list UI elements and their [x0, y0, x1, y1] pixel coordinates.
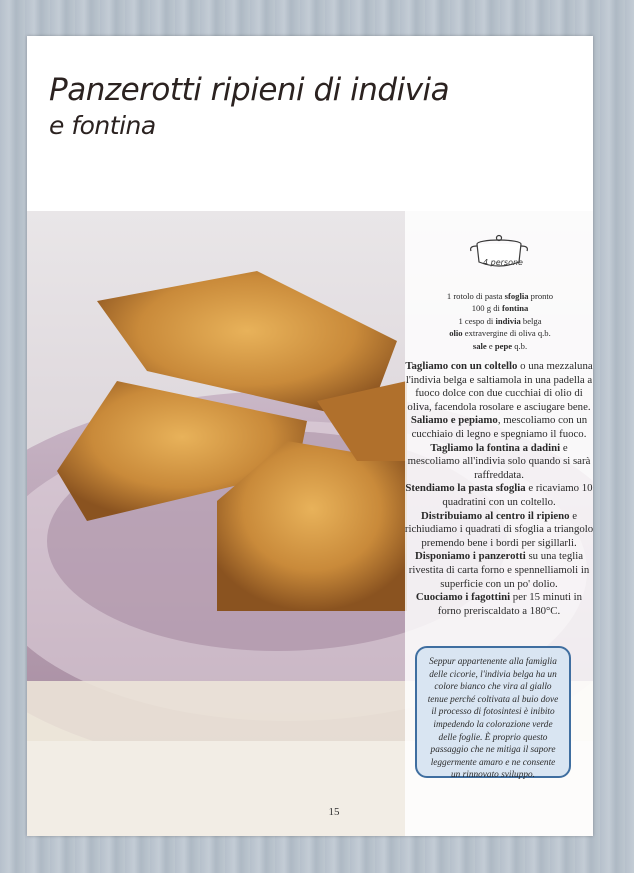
info-note-box: Seppur appartenente alla famiglia delle cicorie, l'indivia belga ha un colore bianco che vira al giallo tenue perché coltivata al buio dove il processo di fotosintesi è inibito impedendo la colorazione verde delle foglie. È proprio questo passaggio che ne mitiga il sapore leggermente amaro e ne consente un rinnovato sviluppo. [415, 646, 571, 778]
ingredient-item: 1 cespo di indivia belga [458, 315, 542, 326]
recipe-title-line1: Panzerotti ripieni di indivia [49, 72, 450, 108]
page-number: 15 [328, 806, 340, 818]
servings-label: 4 persone [483, 258, 523, 267]
recipe-title [49, 70, 489, 142]
ingredient-item: 100 g di fontina [471, 303, 529, 314]
ingredients-list [407, 290, 593, 352]
recipe-title-line2: e fontina [49, 111, 156, 140]
step-paragraph: Tagliamo la fontina a dadini e mescoliamo all'indivia solo quando si sarà raffreddata. [407, 441, 591, 481]
step-paragraph: Tagliamo con un coltello o una mezzaluna l'indivia belga e saltiamola in una padella a fuoco dolce con due cucchiai di olio di oliva, facendola rosolare e asciugare bene. [405, 360, 593, 413]
ingredient-item: olio extravergine di oliva q.b. [449, 328, 551, 339]
ingredient-item: sale e pepe q.b. [472, 340, 528, 351]
magazine-page [27, 36, 593, 836]
step-paragraph: Cuociamo i fagottini per 15 minuti in forno preriscaldato a 180°C. [415, 591, 583, 617]
step-paragraph: Saliamo e pepiamo, mescoliamo con un cucchiaio di legno e spegniamo il fuoco. [410, 414, 588, 440]
step-paragraph: Distribuiamo al centro il ripieno e richiudiamo i quadrati di sfoglia a triangolo premendo bene i bordi per sigillarli. [404, 509, 593, 549]
ingredient-item: 1 rotolo di pasta sfoglia pronto [446, 291, 554, 301]
step-paragraph: Disponiamo i panzerotti su una teglia rivestita di carta forno e spennelliamoli in superficie con un po' dolio. [408, 550, 590, 590]
preparation-steps [403, 360, 593, 618]
step-paragraph: Stendiamo la pasta sfoglia e ricaviamo 10 quadratini con un coltello. [405, 482, 593, 508]
